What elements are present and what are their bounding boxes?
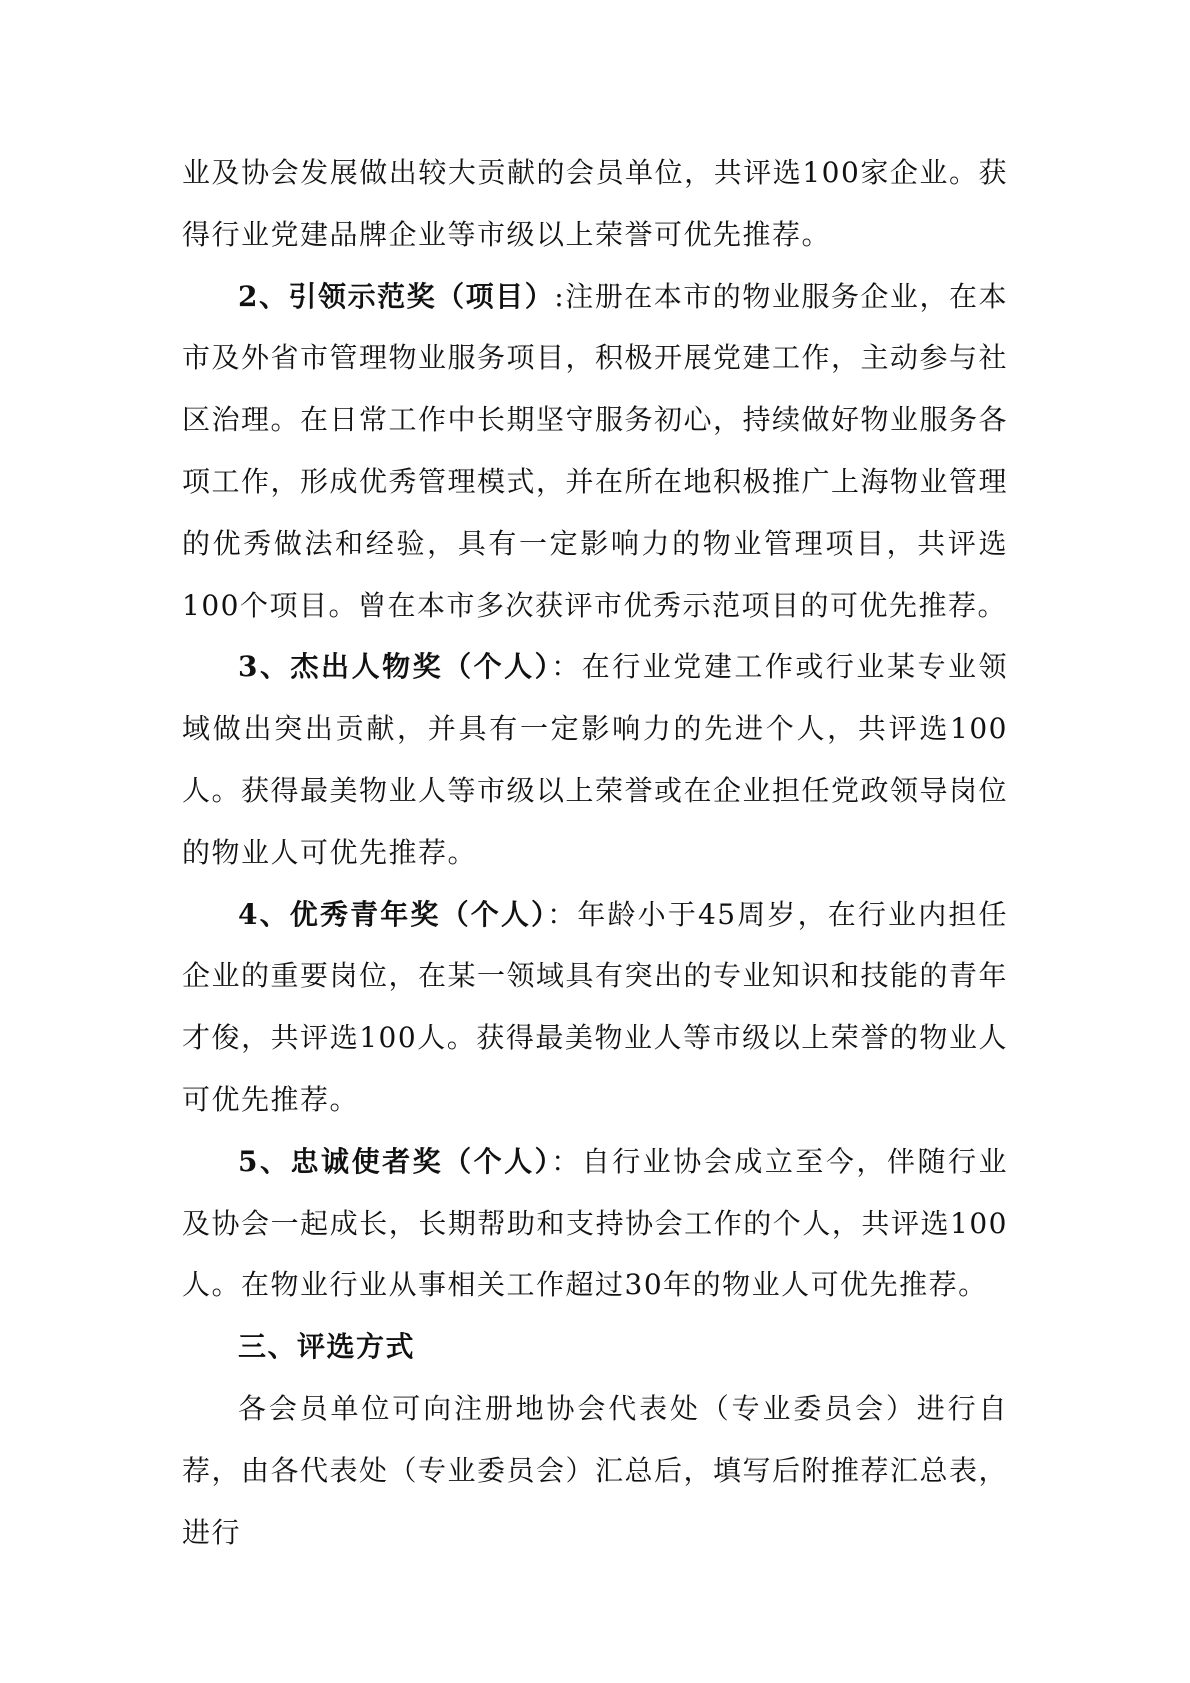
- award-title-excellent-youth: 4、优秀青年奖（个人）: [238, 897, 548, 931]
- award-description-leading-demonstration: :注册在本市的物业服务企业，在本市及外省市管理物业服务项目，积极开展党建工作，主动参与社区治理。在日常工作中长期坚守服务初心，持续做好物业服务各项工作，形成优秀管理模式，并在所在地积极推广上海物业管理的优秀做法和经验，具有一定影响力的物业管理项目，共评选100个项目。曾在本市多次获评市优秀示范项目的可优先推荐。: [182, 279, 1009, 622]
- paragraph-award-outstanding-person: [182, 636, 1008, 883]
- award-description-outstanding-person: ：在行业党建工作或行业某专业领域做出突出贡献，并具有一定影响力的先进个人，共评选100人。获得最美物业人等市级以上荣誉或在企业担任党政领导岗位的物业人可优先推荐。: [182, 650, 1009, 869]
- award-title-leading-demonstration: 2、引领示范奖（项目）: [238, 279, 555, 313]
- section-heading-selection-method: 三、评选方式: [238, 1330, 416, 1364]
- award-description-loyal-envoy: ：自行业协会成立至今，伴随行业及协会一起成长，长期帮助和支持协会工作的个人，共评选100人。在物业行业从事相关工作超过30年的物业人可优先推荐。: [182, 1144, 1009, 1302]
- paragraph-award-loyal-envoy: [182, 1131, 1008, 1316]
- paragraph-selection-method: 各会员单位可向注册地协会代表处（专业委员会）进行自荐，由各代表处（专业委员会）汇总后，填写后附推荐汇总表，进行: [182, 1391, 1009, 1549]
- award-title-outstanding-person: 3、杰出人物奖（个人）: [238, 650, 552, 684]
- paragraph-award-leading-demonstration: [182, 266, 1008, 637]
- award-description-excellent-youth: ：年龄小于45周岁，在行业内担任企业的重要岗位，在某一领域具有突出的专业知识和技能的青年才俊，共评选100人。获得最美物业人等市级以上荣誉的物业人可优先推荐。: [182, 897, 1009, 1116]
- award-title-loyal-envoy: 5、忠诚使者奖（个人）: [238, 1144, 552, 1178]
- paragraph-continuation: 业及协会发展做出较大贡献的会员单位，共评选100家企业。获得行业党建品牌企业等市级以上荣誉可优先推荐。: [182, 156, 1008, 251]
- paragraph-award-excellent-youth: [182, 884, 1008, 1131]
